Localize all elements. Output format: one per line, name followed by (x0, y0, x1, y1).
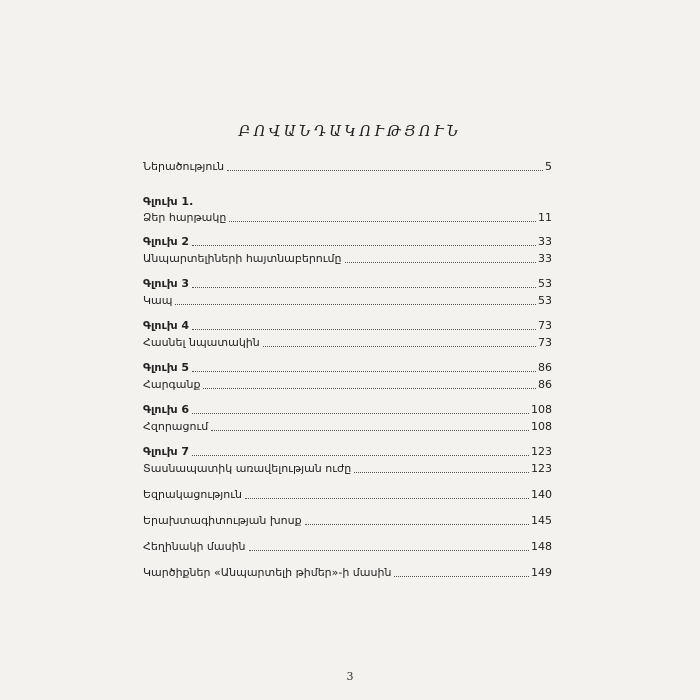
toc-entry-chapter-5-heading (143, 359, 552, 376)
page-title: ԲՈՎԱՆԴԱԿՈՒԹՅՈՒՆ (238, 124, 462, 140)
dot-leader (192, 371, 536, 372)
toc-entry-page: 145 (531, 514, 552, 527)
toc-entry-chapter-4-heading (143, 317, 552, 334)
toc-chapter-label: Գլուխ 4 (143, 319, 190, 332)
toc-entry-label: Երախտագիտության խոսք (143, 514, 302, 527)
dot-leader (245, 498, 529, 499)
dot-leader (211, 430, 529, 431)
toc-entry-page: 123 (531, 462, 552, 475)
toc-entry-conclusion (143, 486, 552, 503)
toc-entry-label: Եզրակացություն (143, 488, 242, 501)
toc-entry-chapter-7-title (143, 460, 552, 477)
dot-leader (229, 221, 536, 222)
dot-leader (394, 576, 529, 577)
dot-leader (192, 413, 529, 414)
toc-entry-label: Կարծիքներ «Անպարտելի թիմեր»-ի մասին (143, 566, 392, 579)
toc-entry-page: 123 (531, 445, 552, 458)
toc-entry-label: Հզորացում (143, 420, 209, 433)
toc-entry-label: Տասնապատիկ առավելության ուժը (143, 462, 352, 475)
toc-entry-chapter-6-heading (143, 401, 552, 418)
toc-entry-chapter-3-heading (143, 275, 552, 292)
toc-entry-page: 73 (538, 336, 552, 349)
dot-leader (192, 455, 529, 456)
toc-entry-chapter-5-title (143, 376, 552, 393)
dot-leader (263, 346, 536, 347)
dot-leader (192, 287, 536, 288)
toc-chapter-label: Գլուխ 3 (143, 277, 190, 290)
dot-leader (227, 170, 543, 171)
toc-chapter-label: Գլուխ 1. (143, 195, 194, 208)
toc-entry-chapter-1-heading (143, 193, 552, 210)
toc-entry-chapter-2-heading (143, 233, 552, 250)
toc-entry-chapter-2-title (143, 250, 552, 267)
toc-entry-label: Ձեր հարթակը (143, 211, 227, 224)
toc-entry-page: 108 (531, 403, 552, 416)
toc-entry-label: Հարգանք (143, 378, 201, 391)
toc-entry-page: 86 (538, 378, 552, 391)
toc-entry-page: 33 (538, 235, 552, 248)
toc-entry-page: 53 (538, 294, 552, 307)
toc-chapter-label: Գլուխ 6 (143, 403, 190, 416)
dot-leader (305, 524, 529, 525)
toc-entry-page: 53 (538, 277, 552, 290)
toc-entry-chapter-3-title (143, 292, 552, 309)
dot-leader (175, 304, 536, 305)
dot-leader (354, 472, 529, 473)
toc-chapter-label: Գլուխ 5 (143, 361, 190, 374)
toc-chapter-label: Գլուխ 2 (143, 235, 190, 248)
toc-entry-label: Հասնել նպատակին (143, 336, 260, 349)
toc-entry-chapter-4-title (143, 334, 552, 351)
toc-entry-page: 33 (538, 252, 552, 265)
toc-entry-chapter-7-heading (143, 443, 552, 460)
toc-chapter-label: Գլուխ 7 (143, 445, 190, 458)
dot-leader (345, 262, 536, 263)
toc-entry-label: Անպարտելիների հայտնաբերումը (143, 252, 342, 265)
toc-entry-label: Ներածություն (143, 160, 225, 173)
toc-entry-about-author (143, 538, 552, 555)
toc-entry-label: Հեղինակի մասին (143, 540, 246, 553)
toc-entry-reviews (143, 564, 552, 581)
dot-leader (192, 329, 536, 330)
toc-entry-page: 140 (531, 488, 552, 501)
toc-entry-page: 11 (538, 211, 552, 224)
dot-leader (203, 388, 536, 389)
toc-entry-chapter-1-title (143, 209, 552, 226)
toc-entry-page: 149 (531, 566, 552, 579)
toc-entry-page: 5 (545, 160, 552, 173)
toc-entry-page: 73 (538, 319, 552, 332)
toc-entry-label: Կապ (143, 294, 173, 307)
toc-entry-page: 108 (531, 420, 552, 433)
page-number: 3 (346, 670, 354, 683)
toc-entry-introduction (143, 158, 552, 175)
toc-entry-acknowledgements (143, 512, 552, 529)
toc-entry-page: 86 (538, 361, 552, 374)
toc-entry-chapter-6-title (143, 418, 552, 435)
dot-leader (192, 245, 536, 246)
toc-entry-page: 148 (531, 540, 552, 553)
dot-leader (249, 550, 529, 551)
